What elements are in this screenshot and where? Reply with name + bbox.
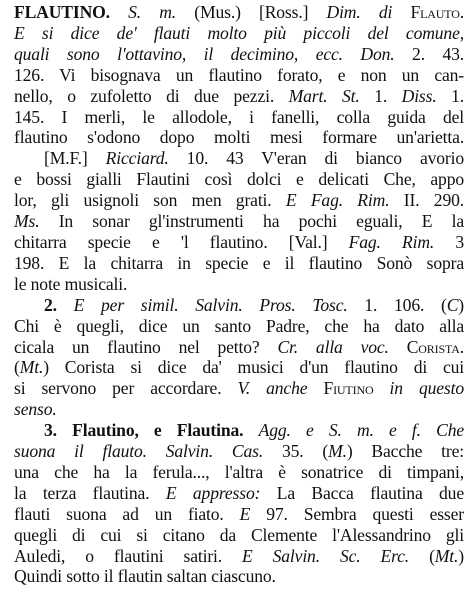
text-line: 126. Vi bisognava un flautino forato, e non un can-	[14, 64, 464, 85]
text-line: FLAUTINO. S. m. (Mus.) [Ross.] Dim. di Flauto.	[14, 2, 465, 22]
text-line: (Mt.) Corista si dice da' musici d'un flautino di cui	[14, 357, 464, 378]
text-line: flautino s'odono dopo molti mesi formare un'arietta.	[14, 127, 464, 148]
text-line: Ms. In sonar gl'instrumenti ha pochi eguali, E la	[14, 211, 464, 232]
text-line: senso.	[14, 399, 57, 420]
headword: FLAUTINO.	[14, 2, 110, 22]
text-line: 198. E la chitarra in specie e il flautino Sonò sopra	[14, 252, 464, 273]
text-line: flauti suona ad un fiato. E 97. Sembra questi esser	[14, 503, 464, 524]
text-line: Auledi, o flautini satiri. E Salvin. Sc. Erc. (Mt.)	[14, 545, 464, 566]
text-line: le note musicali.	[14, 273, 128, 294]
text-line: la terza flautina. E appresso: La Bacca flautina due	[14, 482, 464, 503]
text-line: lor, gli usignoli son men grati. E Fag. Rim. II. 290.	[14, 190, 464, 211]
text-line: 2. E per simil. Salvin. Pros. Tosc. 1. 106. (C)	[44, 294, 464, 315]
dictionary-page	[14, 2, 464, 587]
text-line: Chi è quegli, dice un santo Padre, che ha dato alla	[14, 315, 464, 336]
text-line: chitarra specie e 'l flautino. [Val.] Fag. Rim. 3	[14, 231, 464, 252]
text-line: quegli di cui si citano da Clemente l'Alessandrino gli	[14, 524, 464, 545]
text-line: si servono per accordare. V. anche Fiutino in questo	[14, 378, 465, 399]
text-line: 145. I merli, le allodole, i fanelli, colla guida del	[14, 106, 464, 127]
text-line: Quindi sotto il flautin saltan ciascuno.	[14, 566, 276, 587]
text-line: 3. Flautino, e Flautina. Agg. e S. m. e f. Che	[44, 420, 464, 441]
text-line: [M.F.] Ricciard. 10. 43 V'eran di bianco avorio	[44, 148, 465, 169]
text-line: una che ha la ferula..., l'altra è sonatrice di timpani,	[14, 461, 464, 482]
text-line: cicala un flautino nel petto? Cr. alla voc. Corista.	[14, 336, 464, 357]
text-line: e bossi gialli Flautini così dolci e delicati Che, appo	[14, 169, 464, 190]
text-line: quali sono l'ottavino, il decimino, ecc. Don. 2. 43.	[14, 43, 464, 64]
text-line: nello, o zufoletto di due pezzi. Mart. St. 1. Diss. 1.	[14, 85, 465, 106]
text-line: suona il flauto. Salvin. Cas. 35. (M.) Bacche tre:	[14, 441, 464, 462]
text-line: E si dice de' flauti molto più piccoli del comune,	[14, 22, 464, 43]
